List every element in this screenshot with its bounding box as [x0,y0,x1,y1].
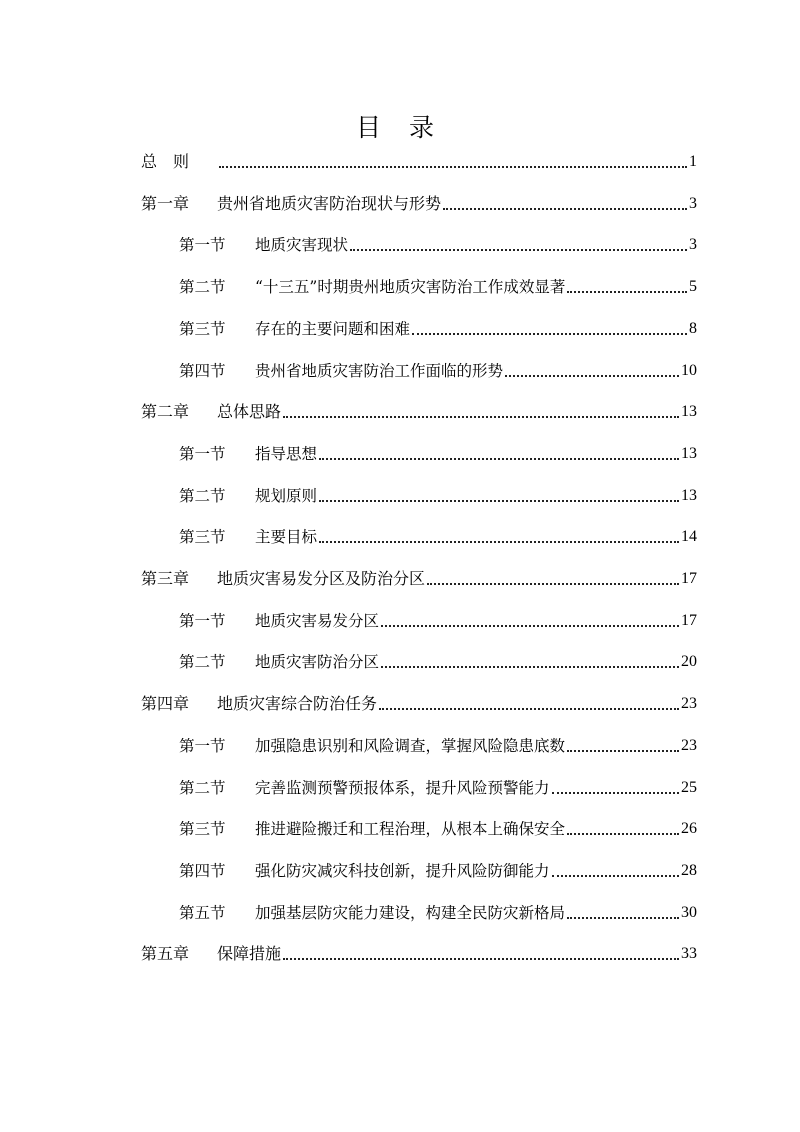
toc-section-entry [179,648,697,676]
entry-page-number: 5 [689,278,697,296]
entry-page-number: 13 [681,444,697,462]
toc-section-entry [179,899,697,927]
dot-leader [443,202,687,210]
entry-label: 总 则 [141,152,190,171]
dot-leader [567,911,679,919]
entry-page-number: 20 [681,653,697,671]
entry-page-number: 1 [689,153,697,170]
entry-label: 第二节 [179,778,226,797]
entry-title: 地质灾害综合防治任务 [217,694,378,714]
dot-leader [219,160,687,168]
entry-title: 保障措施 [217,944,282,964]
dot-leader [283,410,679,418]
entry-title: 地质灾害现状 [255,236,349,255]
entry-page-number: 28 [681,861,697,879]
toc-chapter-entry [141,940,697,968]
entry-title: 规划原则 [255,486,318,505]
entry-label: 第一节 [179,236,226,255]
entry-title: 存在的主要问题和困难 [255,319,411,338]
entry-label: 第五节 [179,903,226,922]
entry-label: 第一节 [179,444,226,463]
entry-title: 地质灾害易发分区及防治分区 [217,569,426,588]
toc-section-entry [179,732,697,760]
entry-page-number: 23 [681,695,697,713]
entry-label: 第三节 [179,528,226,547]
entry-label: 第三节 [179,319,226,338]
toc-section-entry [179,482,697,510]
entry-page-number: 25 [681,778,697,796]
toc-section-entry [179,273,697,301]
entry-title: 推进避险搬迁和工程治理，从根本上确保安全 [255,820,566,839]
entry-page-number: 3 [689,194,697,212]
entry-label: 第二节 [179,278,226,297]
entry-label: 第四节 [179,861,226,880]
dot-leader [379,702,679,710]
dot-leader [567,285,687,293]
dot-leader [567,744,679,752]
entry-label: 第二章 [141,402,190,422]
entry-title: 地质灾害防治分区 [255,653,380,672]
entry-page-number: 26 [681,820,697,838]
entry-title: 贵州省地质灾害防治工作面临的形势 [255,361,504,380]
entry-page-number: 13 [681,486,697,504]
toc-section-entry [179,440,697,468]
toc-chapter-entry [141,190,697,218]
entry-label: 第一章 [141,193,190,213]
entry-title: 完善监测预警预报体系，提升风险预警能力 [255,778,550,797]
entry-label: 第三章 [141,569,190,588]
entry-page-number: 8 [689,319,697,337]
dot-leader [567,827,679,835]
entry-page-number: 33 [681,945,697,963]
entry-page-number: 17 [681,611,697,629]
entry-page-number: 14 [681,528,697,546]
entry-title: 强化防灾减灾科技创新，提升风险防御能力 [255,861,550,880]
entry-title: 加强隐患识别和风险调查，掌握风险隐患底数 [255,736,566,755]
entry-title: “十三五”时期贵州地质灾害防治工作成效显著 [255,278,566,297]
dot-leader [552,786,679,794]
entry-label: 第一节 [179,736,226,755]
entry-label: 第二节 [179,486,226,505]
entry-title: 指导思想 [255,444,318,463]
toc-section-entry [179,523,697,551]
dot-leader [381,619,679,627]
dot-leader [427,577,679,585]
dot-leader [319,452,679,460]
toc-section-entry [179,315,697,343]
toc-chapter-entry [141,690,697,718]
dot-leader [412,327,687,335]
dot-leader [505,369,679,377]
toc-chapter-entry [141,565,697,593]
dot-leader [381,660,679,668]
toc-section-entry [179,357,697,385]
entry-title: 加强基层防灾能力建设，构建全民防灾新格局 [255,903,566,922]
entry-page-number: 10 [681,361,697,379]
entry-label: 第四章 [141,694,190,714]
toc-section-entry [179,231,697,259]
entry-title: 主要目标 [255,528,318,547]
toc-section-entry [179,607,697,635]
entry-page-number: 30 [681,903,697,921]
entry-page-number: 23 [681,736,697,754]
entry-label: 第五章 [141,944,190,964]
entry-title: 地质灾害易发分区 [255,611,380,630]
dot-leader [283,952,679,960]
entry-label: 第三节 [179,820,226,839]
dot-leader [552,869,679,877]
entry-title: 总体思路 [217,402,282,422]
dot-leader [319,494,679,502]
toc-chapter-entry [141,148,697,176]
toc-title: 目 录 [356,113,444,142]
toc-section-entry [179,774,697,802]
toc-section-entry [179,857,697,885]
toc-chapter-entry [141,398,697,426]
entry-page-number: 3 [689,236,697,254]
toc-section-entry [179,815,697,843]
entry-label: 第一节 [179,611,226,630]
dot-leader [350,243,687,251]
entry-label: 第二节 [179,653,226,672]
entry-label: 第四节 [179,361,226,380]
dot-leader [319,535,679,543]
entry-page-number: 13 [681,403,697,421]
entry-page-number: 17 [681,570,697,587]
entry-title: 贵州省地质灾害防治现状与形势 [217,193,442,213]
